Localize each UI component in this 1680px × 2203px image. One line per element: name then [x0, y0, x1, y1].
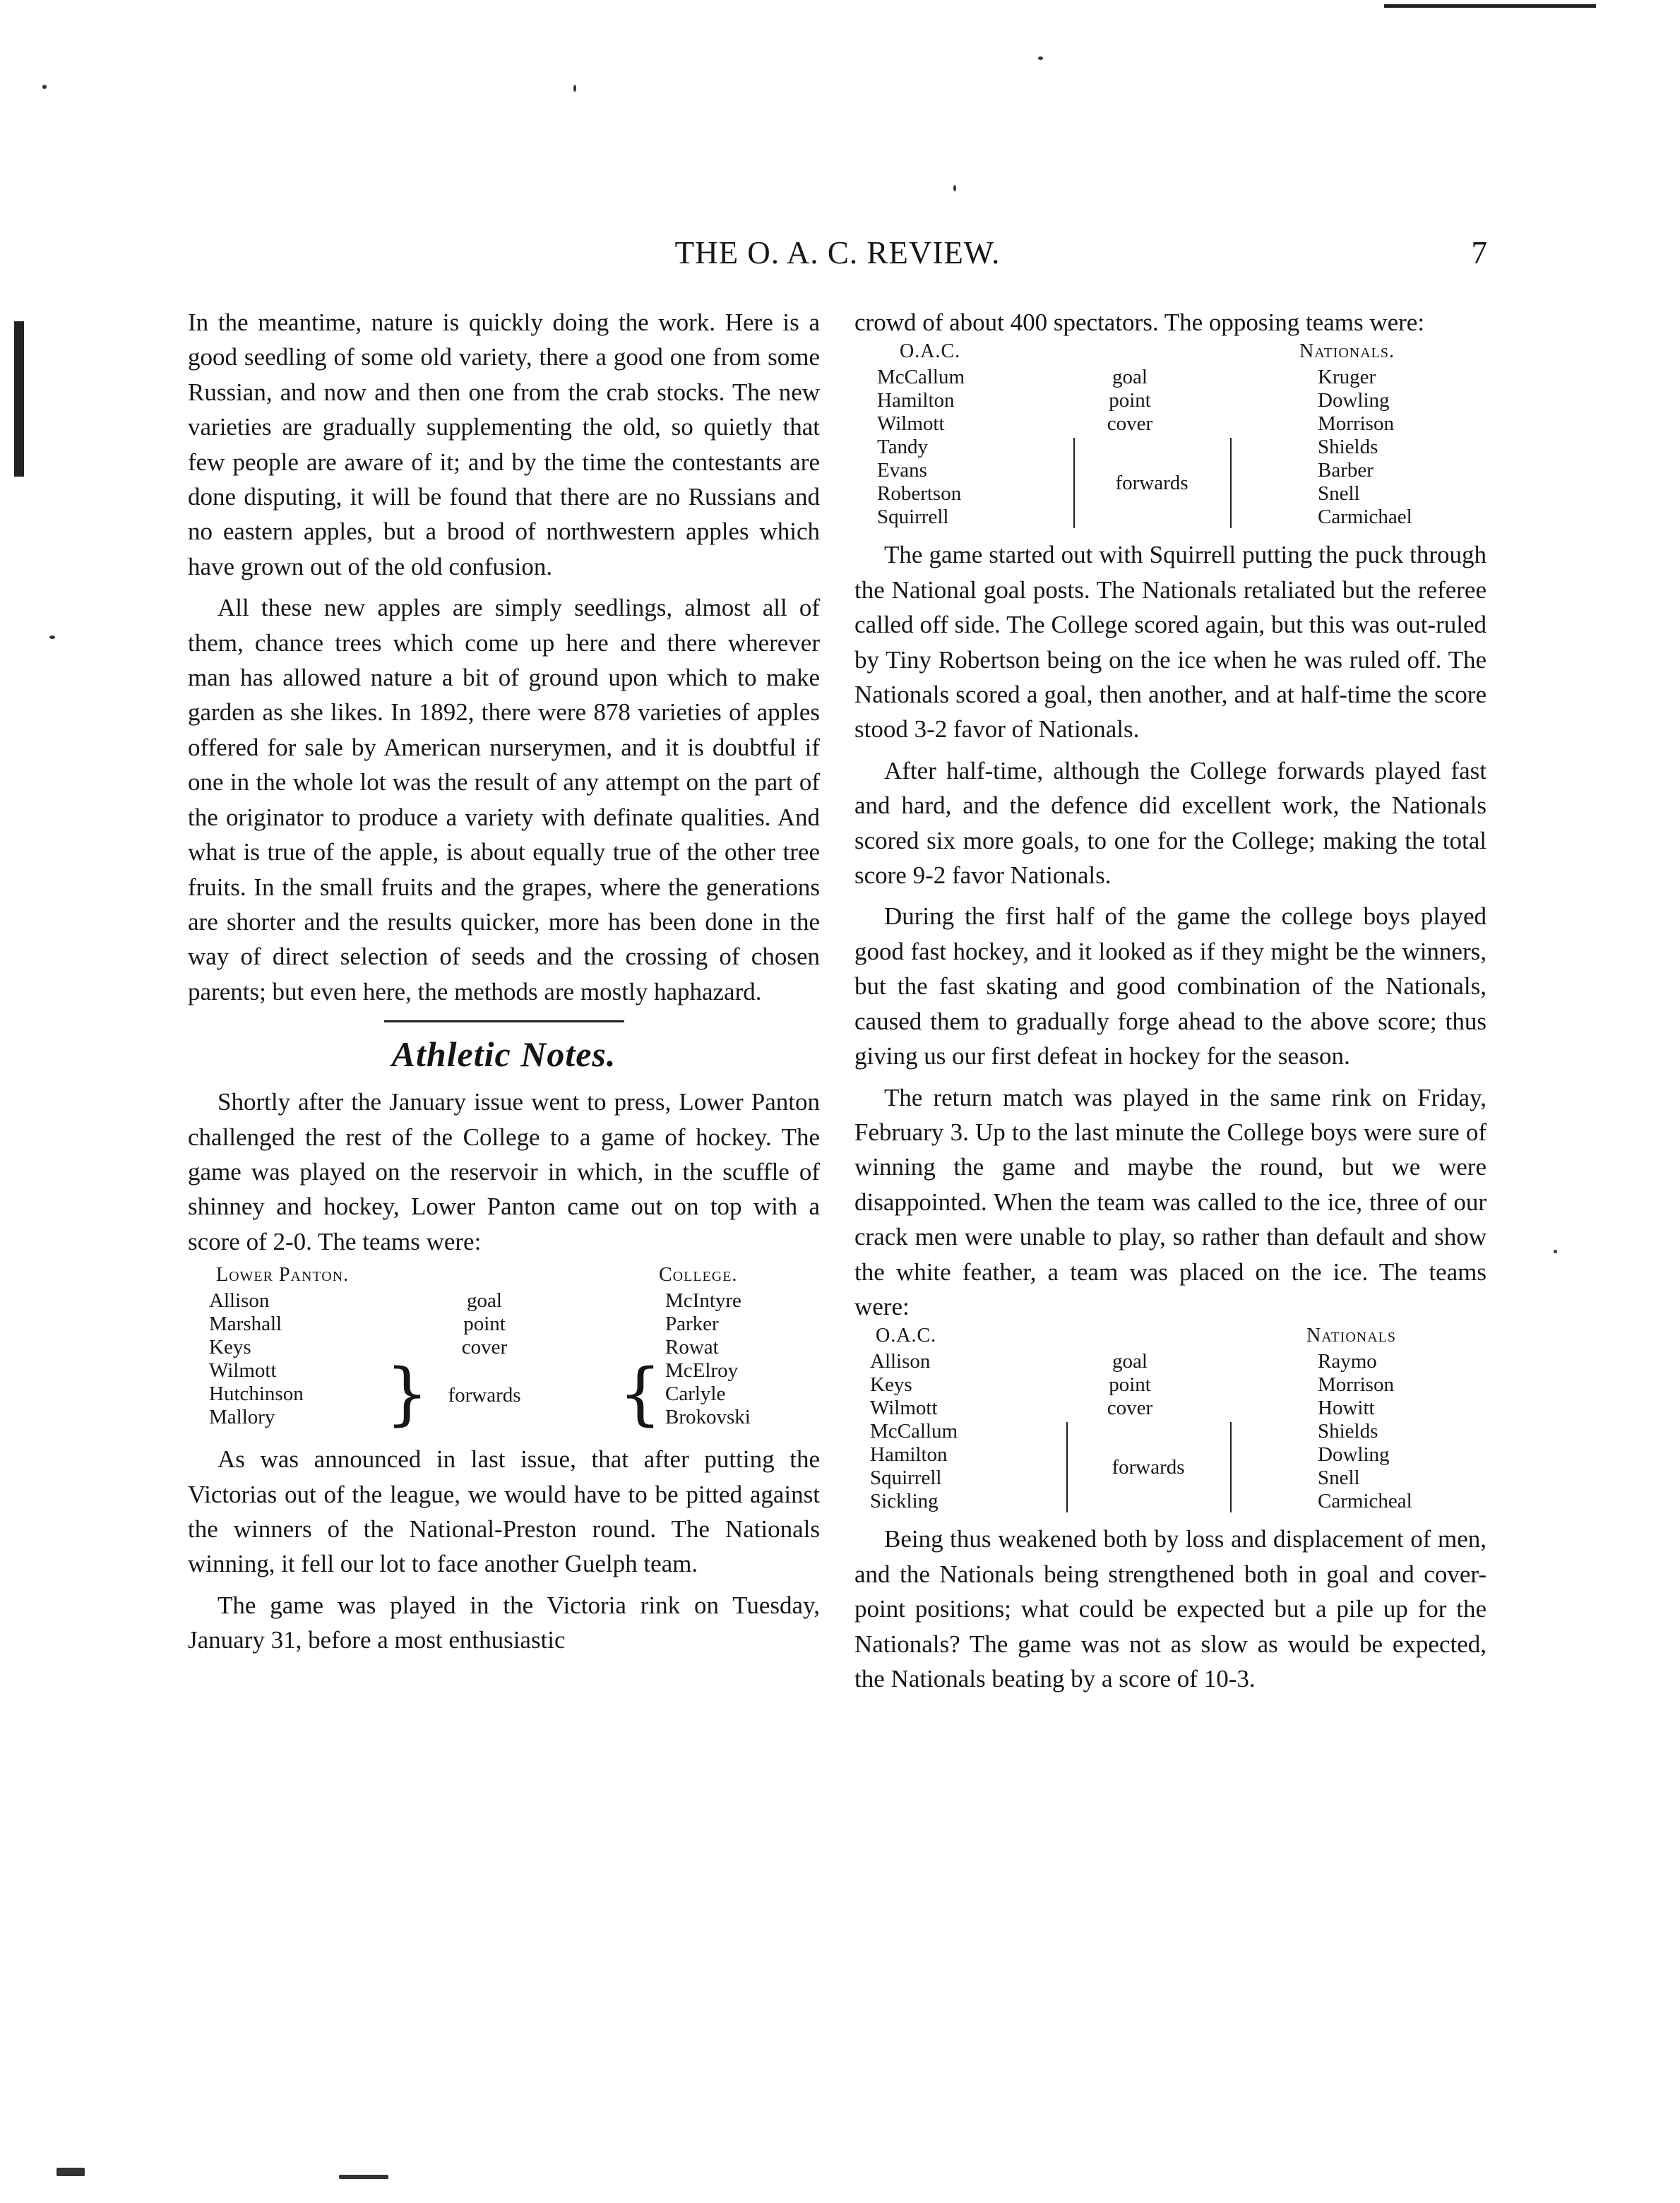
position-label: goal	[1112, 1350, 1148, 1373]
position-label: goal	[467, 1289, 502, 1313]
player-name: Evans	[877, 459, 927, 482]
lineup-row	[854, 436, 1487, 459]
team-b-header: Nationals	[1306, 1325, 1396, 1347]
player-name: McElroy	[665, 1359, 739, 1383]
forwards-label: forwards	[448, 1384, 521, 1407]
team-b-header: College.	[659, 1264, 738, 1286]
player-name: Allison	[209, 1289, 270, 1313]
scan-speck	[953, 185, 956, 191]
player-name: Shields	[1318, 436, 1378, 459]
player-name: Sickling	[870, 1490, 939, 1513]
paragraph: After half-time, although the College forwards played fast and hard, and the defence did excellent work, the Nationals scored six more goals, to one for the College; making the total score 9-2 favor Nationals.	[854, 756, 1487, 890]
player-name: Howitt	[1318, 1397, 1375, 1420]
paragraph: Shortly after the January issue went to press, Lower Panton challenged the rest of the College to a game of hockey. The game was played on the reservoir in which, in the scuffle of shinney and hockey, Lower Panton came out on top with a score of 2-0. The teams were:	[188, 1088, 820, 1255]
scan-speck	[1038, 56, 1043, 60]
player-name: Keys	[209, 1336, 251, 1359]
player-name: Allison	[870, 1350, 931, 1373]
player-name: Morrison	[1318, 412, 1394, 436]
player-name: Snell	[1318, 1467, 1360, 1490]
paragraph: In the meantime, nature is quickly doing the work. Here is a good seedling of some old variety, there a good one from some Russian, and now and then one from the crab stocks. The new varieties are gradually supplementing the old, so quietly that few people are aware of it; and by the time the contestants are done disputing, it will be found that there are no Russians and no eastern apples, but a brood of northwestern apples which have grown out of the old confusion.	[188, 309, 820, 580]
page-number: 7	[1471, 235, 1487, 270]
player-name: Kruger	[1318, 366, 1376, 389]
lineup-row	[854, 1420, 1487, 1443]
team-b-header: Nationals.	[1299, 340, 1395, 363]
running-title: THE O. A. C. REVIEW.	[674, 235, 1001, 270]
player-name: Dowling	[1318, 389, 1390, 412]
bracket-right: }	[386, 1354, 429, 1434]
player-name: Squirrell	[877, 506, 949, 529]
player-name: Squirrell	[870, 1467, 942, 1490]
team-a-header: O.A.C.	[876, 1325, 937, 1347]
lineup-row	[854, 1373, 1487, 1397]
section-divider	[384, 1020, 624, 1022]
position-label: cover	[461, 1336, 508, 1359]
paragraph: All these new apples are simply seedlings, almost all of them, chance trees which come up here and there wherever man has allowed nature a bit of ground upon which to make garden as she likes. In 1892, there were 878 varieties of apples offered for sale by American nurserymen, and it is doubtful if one in the whole lot was the result of any attempt on the part of the originator to produce a variety with definate qualities. And what is true of the apple, is about equally true of the other tree fruits. In the small fruits and the grapes, where the generations are shorter and the results quicker, more has been done in the way of direct selection of seeds and the crossing of chosen parents; but even here, the methods are mostly haphazard.	[188, 594, 820, 1005]
player-name: Snell	[1318, 482, 1360, 506]
player-name: Shields	[1318, 1420, 1378, 1443]
lineup-row	[854, 1397, 1487, 1420]
position-label: point	[1109, 1373, 1151, 1397]
lineup-row	[854, 389, 1487, 412]
player-name: Dowling	[1318, 1443, 1390, 1467]
player-name: Carmichael	[1318, 506, 1412, 529]
player-name: Tandy	[877, 436, 929, 459]
lineup-row	[188, 1336, 820, 1359]
paragraph: The game was played in the Victoria rink on Tuesday, January 31, before a most enthusiastic	[188, 1591, 820, 1654]
player-name: Mallory	[209, 1406, 275, 1429]
lineup-row	[854, 1490, 1487, 1513]
player-name: Wilmott	[209, 1359, 277, 1383]
player-name: McIntyre	[665, 1289, 741, 1313]
player-name: Raymo	[1318, 1350, 1377, 1373]
forwards-label: forwards	[1112, 1456, 1185, 1479]
right-column	[854, 305, 1487, 1696]
lineup-row	[854, 366, 1487, 389]
player-name: Hamilton	[877, 389, 955, 412]
player-name: Marshall	[209, 1313, 282, 1336]
bracket-left: {	[619, 1354, 662, 1434]
scan-speck	[339, 2175, 388, 2179]
player-name: Keys	[870, 1373, 912, 1397]
section-heading: Athletic Notes.	[391, 1034, 616, 1075]
team-lineup-table	[854, 340, 1487, 532]
position-label: cover	[1107, 1397, 1153, 1420]
bracket-bar-right	[1230, 1422, 1232, 1512]
player-name: Hamilton	[870, 1443, 948, 1467]
lineup-row	[188, 1359, 820, 1383]
player-name: Parker	[665, 1313, 719, 1336]
scan-margin-mark	[14, 321, 24, 477]
player-name: Rowat	[665, 1336, 719, 1359]
team-lineup-table	[854, 1324, 1487, 1516]
player-name: Wilmott	[877, 412, 945, 436]
player-name: Carmicheal	[1318, 1490, 1412, 1513]
lineup-row	[854, 1350, 1487, 1373]
scan-speck	[42, 85, 47, 89]
team-lineup-table	[188, 1263, 820, 1436]
left-column	[188, 305, 820, 1658]
paragraph: Being thus weakened both by loss and displacement of men, and the Nationals being strengthened both in goal and cover-point positions; what could be expected but a pile up for the Nationals? The game was not as slow as would be expected, the Nationals beating by a score of 10-3.	[854, 1525, 1487, 1692]
lineup-row	[854, 412, 1487, 436]
player-name: Brokovski	[665, 1406, 751, 1429]
player-name: Wilmott	[870, 1397, 938, 1420]
lineup-row	[188, 1289, 820, 1313]
paragraph: As was announced in last issue, that after putting the Victorias out of the league, we would have to be pitted against the winners of the National-Preston round. The Nationals winning, it fell our lot to face another Guelph team.	[188, 1445, 820, 1578]
player-name: Barber	[1318, 459, 1374, 482]
player-name: McCallum	[870, 1420, 958, 1443]
lineup-row	[188, 1313, 820, 1336]
player-name: McCallum	[877, 366, 965, 389]
position-label: point	[1109, 389, 1151, 412]
player-name: Carlyle	[665, 1383, 726, 1406]
team-a-header: O.A.C.	[900, 340, 961, 363]
forwards-label: forwards	[1115, 472, 1188, 495]
paragraph: crowd of about 400 spectators. The opposing teams were:	[854, 309, 1425, 336]
scan-speck	[573, 85, 576, 92]
scan-speck	[1554, 1250, 1557, 1253]
paragraph: The return match was played in the same rink on Friday, February 3. Up to the last minute the College boys were sure of winning the game and maybe the round, but we were disappointed. When the team was called to the ice, three of our crack men were unable to play, so rather than default and show the white feather, a team was placed on the ice. The teams were:	[854, 1083, 1487, 1320]
page-header	[188, 234, 1487, 277]
player-name: Robertson	[877, 482, 962, 506]
bracket-bar-right	[1230, 438, 1232, 528]
paragraph: During the first half of the game the college boys played good fast hockey, and it looked as if they might be the winners, but the fast skating and good combination of the Nationals, caused them to gradually forge ahead to the above score; thus giving us our first defeat in hockey for the season.	[854, 902, 1487, 1070]
team-a-header: Lower Panton.	[216, 1264, 350, 1286]
position-label: cover	[1107, 412, 1153, 436]
position-label: point	[463, 1313, 506, 1336]
scan-speck	[56, 2168, 85, 2176]
position-label: goal	[1112, 366, 1148, 389]
scan-speck	[49, 635, 55, 639]
scan-top-rule	[1384, 4, 1596, 8]
lineup-row	[188, 1406, 820, 1429]
lineup-row	[854, 506, 1487, 529]
player-name: Morrison	[1318, 1373, 1394, 1397]
paragraph: The game started out with Squirrell putting the puck through the National goal posts. The Nationals retaliated but the referee called off side. The College scored again, but this was out-ruled by Tiny Robertson being on the ice when he was ruled off. The Nationals scored a goal, then another, and at half-time the score stood 3-2 favor of Nationals.	[854, 541, 1487, 744]
player-name: Hutchinson	[209, 1383, 304, 1406]
